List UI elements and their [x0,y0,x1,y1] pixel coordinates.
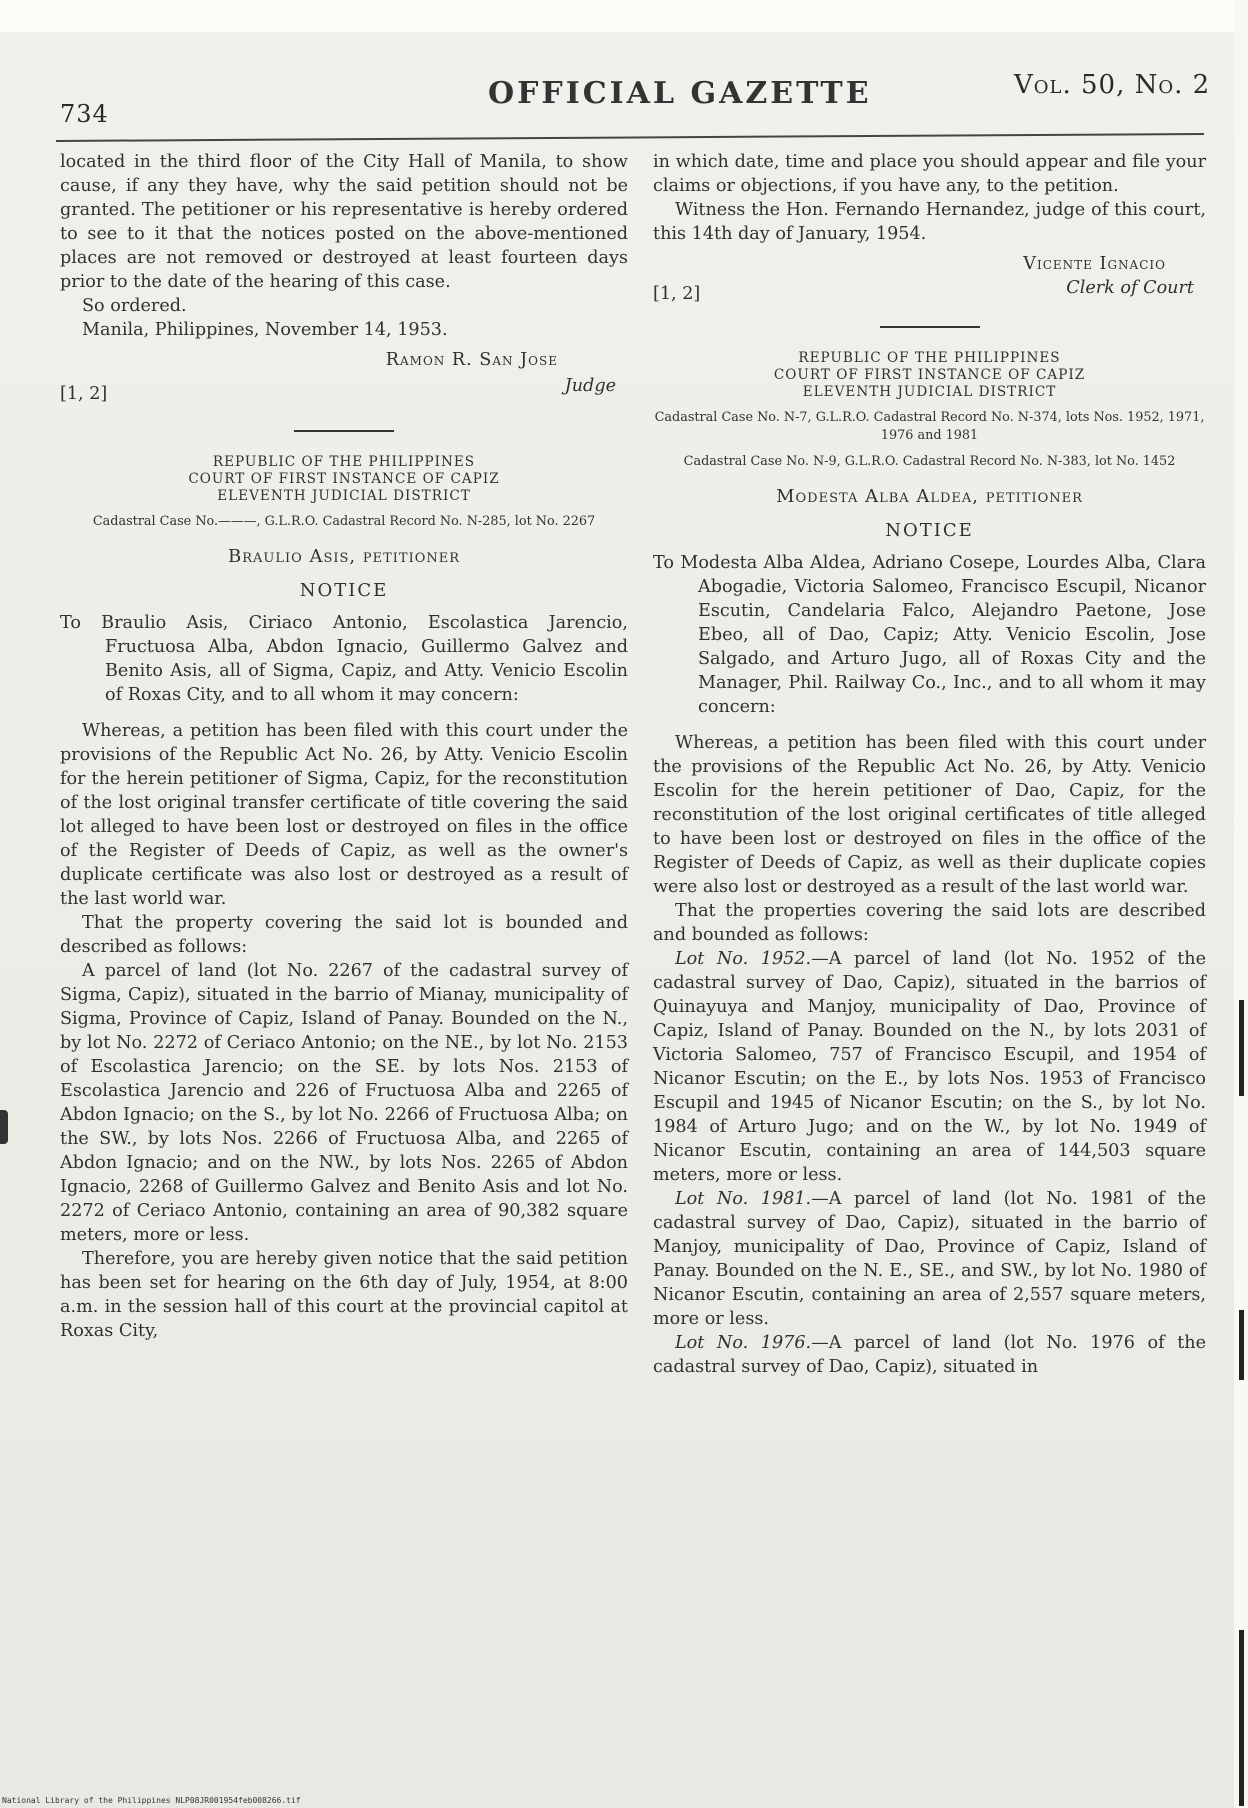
lot-text: —A parcel of land (lot No. 1976 of the cadastral survey of Dao, Capiz), situated in [653,1333,1207,1377]
publication-ref: [1, 2] [653,284,701,304]
signature-block [653,276,1206,306]
notice-heading: NOTICE [299,580,389,601]
page-number: 734 [60,100,109,128]
lot-label: Lot No. 1976. [675,1333,812,1353]
lot-label: Lot No. 1981. [675,1189,812,1209]
scan-edge-mark [1239,1000,1244,1096]
court-line: REPUBLIC OF THE PHILIPPINES [798,350,1061,366]
addressee-paragraph: To Braulio Asis, Ciriaco Antonio, Escolastica Jarencio, Fructuosa Alba, Abdon Ignacio, Guillermo Galvez and Benito Asis, all of Sigma, Capiz, and Atty. Venicio Escolin of Roxas City, and to all whom it may concern: [60,613,628,705]
section-divider [880,326,980,328]
judge-signature: Ramon R. San Jose [385,350,558,370]
paragraph: That the properties covering the said lots are described and bounded as follows: [653,901,1206,945]
publication-ref: [1, 2] [60,384,108,404]
scan-top-margin [0,0,1248,32]
case-number: Cadastral Case No. N-7, G.L.R.O. Cadastral Record No. N-374, lots Nos. 1952, 1971, 1976 and 1981 [654,410,1205,443]
masthead-title: OFFICIAL GAZETTE [488,76,872,111]
judge-title: Judge [564,376,616,396]
paragraph: Therefore, you are hereby given notice that the said petition has been set for hearing on the 6th day of July, 1954, at 8:00 a.m. in the session hall of this court at the provincial capitol at Roxas City, [60,1249,628,1341]
signature-block [60,372,628,410]
paragraph: located in the third floor of the City Hall of Manila, to show cause, if any they have, why the said petition should not be granted. The petitioner or his representative is hereby ordered to see to it that the notices posted on the above-mentioned places are not removed or destroyed at least fourteen days prior to the date of the hearing of this case. [60,152,628,292]
right-column [653,150,1206,1379]
paragraph: Witness the Hon. Fernando Hernandez, judge of this court, this 14th day of January, 1954. [653,200,1206,244]
scan-credit: National Library of the Philippines NLP08JR001954feb008266.tif [2,1796,301,1805]
lot-text: —A parcel of land (lot No. 1952 of the cadastral survey of Dao, Capiz), situated in the barrios of Quinayuya and Manjoy, municipality of Dao, Province of Capiz, Island of Panay. Bounded on the N., by lots 2031 of Victoria Salomeo, 757 of Francisco Escupil, and 1954 of Nicanor Escutin; on the E., by lots Nos. 1953 of Francisco Escupil and 1945 of Nicanor Escutin; on the S., by lot No. 1984 of Arturo Jugo; and on the W., by lot No. 1949 of Nicanor Escutin, containing an area of 144,503 square meters, more or less. [653,949,1207,1185]
paragraph: in which date, time and place you should appear and file your claims or objections, if you have any, to the petition. [653,152,1206,196]
petitioner-line: Braulio Asis, petitioner [227,546,461,567]
notice-heading: NOTICE [885,520,974,541]
lot-text: —A parcel of land (lot No. 1981 of the cadastral survey of Dao, Capiz), situated in the barrio of Manjoy, municipality of Dao, Province of Capiz, Island of Panay. Bounded on the N. E., SE., and SW., by lot No. 1980 of Nicanor Escutin, containing an area of 2,557 square meters, more or less. [653,1189,1207,1329]
clerk-title: Clerk of Court [1066,278,1194,298]
scan-binding-mark [0,1110,8,1144]
addressee-paragraph: To Modesta Alba Aldea, Adriano Cosepe, Lourdes Alba, Clara Abogadie, Victoria Salomeo, Francisco Escupil, Nicanor Escutin, Candelaria Falco, Alejandro Paetone, Jose Ebeo, all of Dao, Capiz; Atty. Venicio Escolin, Jose Salgado, and Arturo Jugo, all of Roxas City and the Manager, Phil. Railway Co., Inc., and to all whom it may concern: [653,553,1206,717]
left-column [60,150,628,1343]
court-line: COURT OF FIRST INSTANCE OF CAPIZ [188,471,500,487]
paragraph: Whereas, a petition has been filed with this court under the provisions of the Republic Act No. 26, by Atty. Venicio Escolin for the herein petitioner of Dao, Capiz, for the reconstitution of the lost original certificates of title alleged to have been lost or destroyed on files in the office of the Register of Deeds of Capiz, as well as their duplicate copies were also lost or destroyed as a result of the last world war. [653,733,1206,897]
court-heading [653,350,1206,401]
paragraph: That the property covering the said lot is bounded and described as follows: [60,913,628,957]
lot-label: Lot No. 1952. [675,949,812,969]
lot-description [653,1187,1206,1331]
petitioner-line: Modesta Alba Aldea, petitioner [776,486,1083,507]
case-number: Cadastral Case No. N-9, G.L.R.O. Cadastral Record No. N-383, lot No. 1452 [683,454,1176,469]
volume-number: Vol. 50, No. 2 [1014,70,1211,100]
court-line: COURT OF FIRST INSTANCE OF CAPIZ [773,367,1086,383]
scan-edge-mark [1239,1630,1244,1806]
court-line: ELEVENTH JUDICIAL DISTRICT [217,488,471,504]
scan-edge-mark [1239,1310,1244,1380]
paragraph: So ordered. [82,296,187,316]
case-number: Cadastral Case No.———, G.L.R.O. Cadastral Record No. N-285, lot No. 2267 [92,514,596,529]
section-divider [294,430,394,432]
scan-right-margin [1234,0,1248,1808]
paragraph: A parcel of land (lot No. 2267 of the cadastral survey of Sigma, Capiz), situated in the barrio of Mianay, municipality of Sigma, Province of Capiz, Island of Panay. Bounded on the N., by lot No. 2272 of Ceriaco Antonio; on the NE., by lot No. 2153 of Escolastica Jarencio; on the SE. by lots Nos. 2153 of Escolastica Jarencio and 226 of Fructuosa Alba and 2265 of Abdon Ignacio; on the S., by lot No. 2266 of Fructuosa Alba; on the SW., by lots Nos. 2266 of Fructuosa Alba, and 2265 of Abdon Ignacio; and on the NW., by lots Nos. 2265 of Abdon Ignacio, 2268 of Guillermo Galvez and Benito Asis and lot No. 2272 of Ceriaco Antonio, containing an area of 90,382 square meters, more or less. [60,961,628,1245]
paragraph: Manila, Philippines, November 14, 1953. [82,320,448,340]
clerk-signature: Vicente Ignacio [1023,254,1166,274]
header-rule [56,133,1204,142]
lot-description [653,947,1206,1187]
court-line: REPUBLIC OF THE PHILIPPINES [212,454,476,470]
lot-description [653,1331,1206,1379]
paragraph: Whereas, a petition has been filed with this court under the provisions of the Republic Act No. 26, by Atty. Venicio Escolin for the herein petitioner of Sigma, Capiz, for the reconstitution of the lost original transfer certificate of title covering the said lot alleged to have been lost or destroyed on files in the office of the Register of Deeds of Capiz, as well as the owner's duplicate certificate was also lost or destroyed as a result of the last world war. [60,721,628,909]
court-heading [60,454,628,505]
court-line: ELEVENTH JUDICIAL DISTRICT [802,384,1057,400]
